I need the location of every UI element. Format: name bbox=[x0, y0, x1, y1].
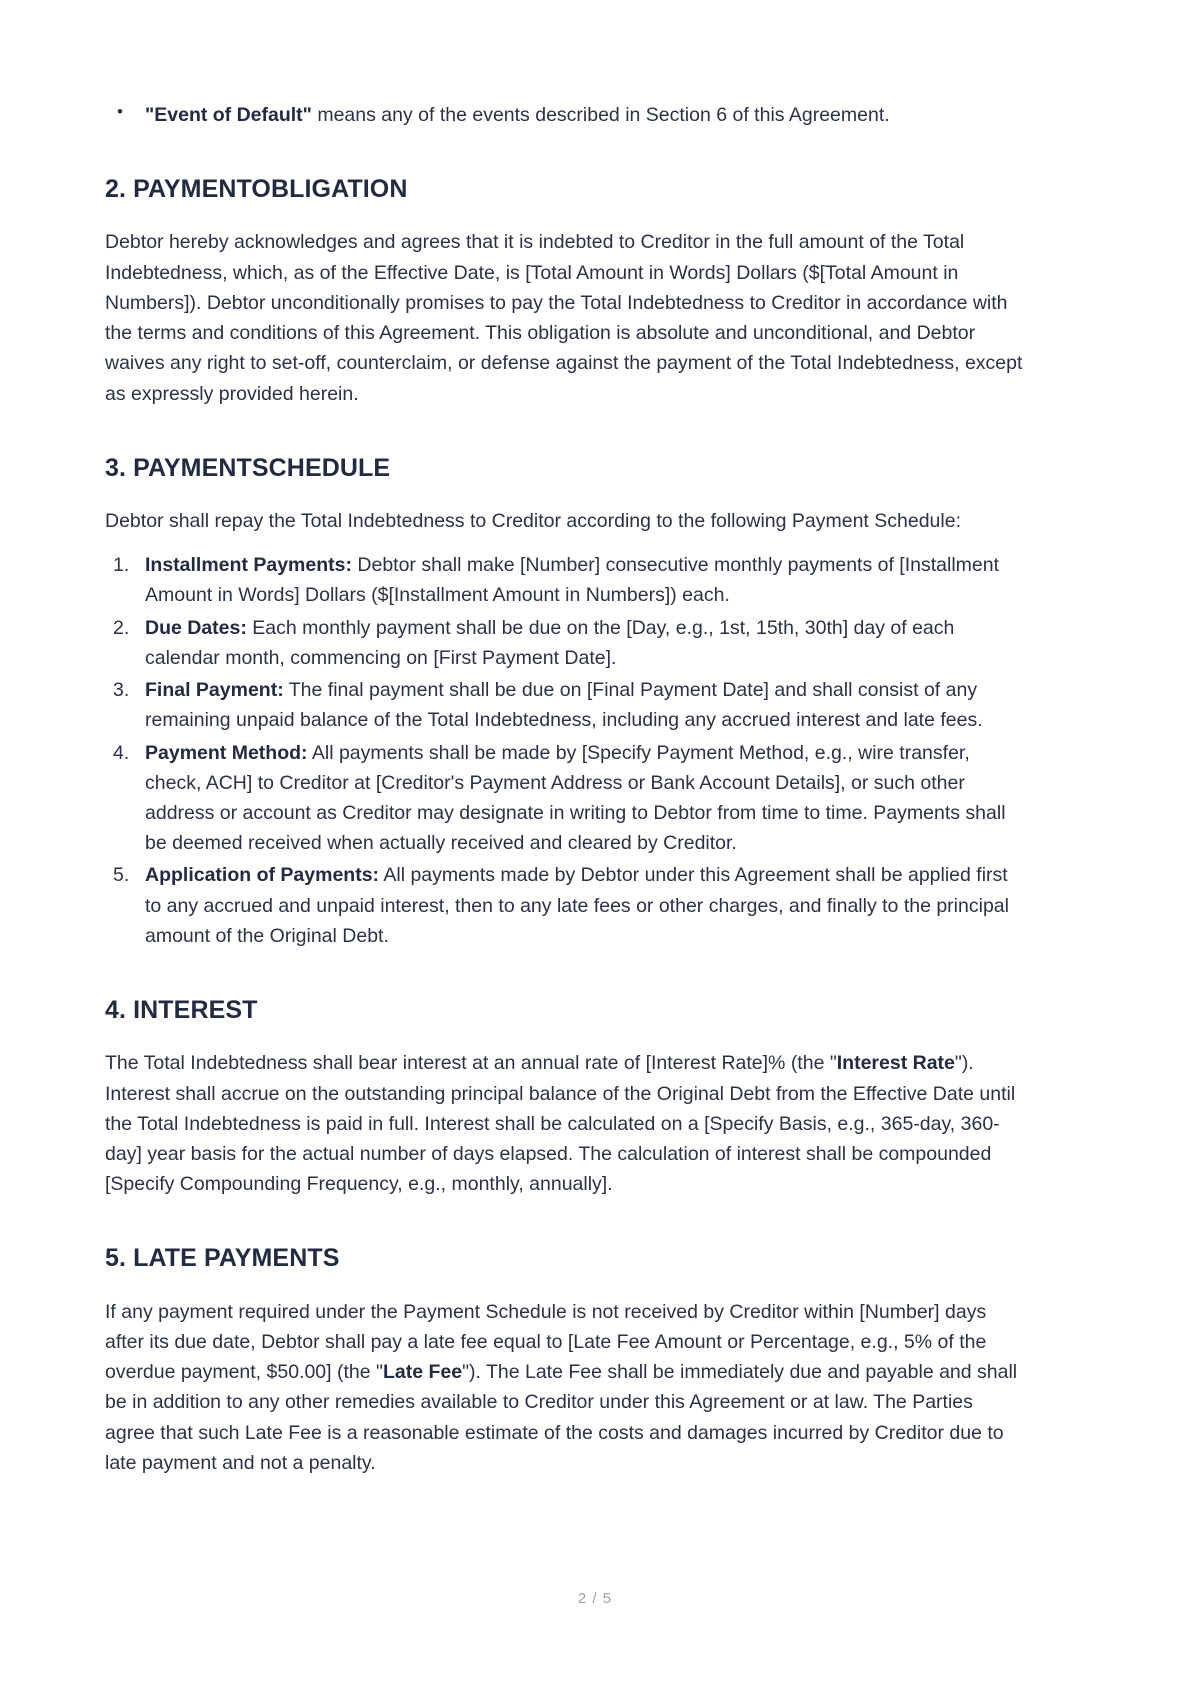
item-label-application-of-payments: Application of Payments: bbox=[145, 864, 380, 887]
item-text: All payments made by Debtor under this Agreement shall be applied first to any accrued and unpaid interest, then to any late fees or other charges, and finally to the principal amount of the Original Debt. bbox=[145, 864, 1009, 947]
section-paragraph-interest bbox=[105, 1048, 1025, 1199]
defined-term-late-fee: Late Fee bbox=[382, 1361, 463, 1384]
item-text: Debtor shall make [Number] consecutive monthly payments of [Installment Amount in Words] Dollars ($[Installment Amount in Numbers]) each. bbox=[145, 554, 1000, 607]
list-item bbox=[105, 738, 1025, 859]
defined-term-event-of-default: "Event of Default" bbox=[145, 104, 312, 126]
section-heading-late-payments: 5. LATE PAYMENTS bbox=[105, 1244, 340, 1273]
list-item bbox=[105, 550, 1025, 610]
section-heading-interest: 4. INTEREST bbox=[105, 996, 258, 1025]
list-item bbox=[105, 100, 1025, 130]
late-lead-text: If any payment required under the Payment Schedule is not received by Creditor within [Number] days after its due date, Debtor shall pay a late fee equal to [Late Fee Amount or Percentage, e.g., 5% of the overdue payment, $50.00] (the " bbox=[105, 1300, 987, 1384]
section-heading-payment-schedule: 3. PAYMENTSCHEDULE bbox=[105, 453, 391, 482]
item-label-installment-payments: Installment Payments: bbox=[145, 554, 352, 577]
page-number-footer: 2 / 5 bbox=[577, 1590, 613, 1607]
late-tail-text: "). The Late Fee shall be immediately due and payable and shall be in addition to any other remedies available to Creditor under this Agreement or at law. The Parties agree that such Late Fee is a reasonable estimate of the costs and damages incurred by Creditor due to late payment and not a penalty. bbox=[105, 1361, 1018, 1474]
document-content bbox=[105, 100, 1025, 1478]
interest-lead-text: The Total Indebtedness shall bear interest at an annual rate of [Interest Rate]% (the " bbox=[105, 1052, 837, 1075]
item-label-due-dates: Due Dates: bbox=[145, 616, 247, 639]
item-text: Each monthly payment shall be due on the [Day, e.g., 1st, 15th, 30th] day of each calendar month, commencing on [First Payment Date]. bbox=[145, 616, 955, 669]
section-paragraph-payment-obligation: Debtor hereby acknowledges and agrees that it is indebted to Creditor in the full amount of the Total Indebtedness, which, as of the Effective Date, is [Total Amount in Words] Dollars ($[Total Amount in Numbers]). Debtor unconditionally promises to pay the Total Indebtedness to Creditor in accordance with the terms and conditions of this Agreement. This obligation is absolute and unconditional, and Debtor waives any right to set-off, counterclaim, or defense against the payment of the Total Indebtedness, except as expressly provided herein. bbox=[105, 231, 1023, 405]
list-item bbox=[105, 860, 1025, 951]
definition-text: means any of the events described in Section 6 of this Agreement. bbox=[311, 104, 890, 126]
section-heading-payment-obligation: 2. PAYMENTOBLIGATION bbox=[105, 175, 408, 204]
item-text: All payments shall be made by [Specify Payment Method, e.g., wire transfer, check, ACH] to Creditor at [Creditor's Payment Address or Bank Account Details], or such other address or account as Creditor may designate in writing to Debtor from time to time. Payments shall be deemed received when actually received and cleared by Creditor. bbox=[145, 741, 1006, 855]
section-paragraph-late-payments bbox=[105, 1297, 1025, 1478]
item-label-final-payment: Final Payment: bbox=[145, 679, 284, 702]
item-label-payment-method: Payment Method: bbox=[145, 741, 308, 764]
payment-schedule-list bbox=[105, 550, 1025, 951]
definitions-list bbox=[105, 100, 1025, 130]
list-item bbox=[105, 613, 1025, 673]
list-item bbox=[105, 675, 1025, 735]
defined-term-interest-rate: Interest Rate bbox=[836, 1052, 955, 1075]
section-paragraph-payment-schedule: Debtor shall repay the Total Indebtedness to Creditor according to the following Payment Schedule: bbox=[105, 510, 961, 533]
item-text: The final payment shall be due on [Final Payment Date] and shall consist of any remaining unpaid balance of the Total Indebtedness, including any accrued interest and late fees. bbox=[145, 679, 983, 732]
interest-tail-text: "). Interest shall accrue on the outstanding principal balance of the Original Debt from the Effective Date until the Total Indebtedness is paid in full. Interest shall be calculated on a [Specify Basis, e.g., 365-day, 360-day] year basis for the actual number of days elapsed. The calculation of interest shall be compounded [Specify Compounding Frequency, e.g., monthly, annually]. bbox=[105, 1052, 1016, 1196]
